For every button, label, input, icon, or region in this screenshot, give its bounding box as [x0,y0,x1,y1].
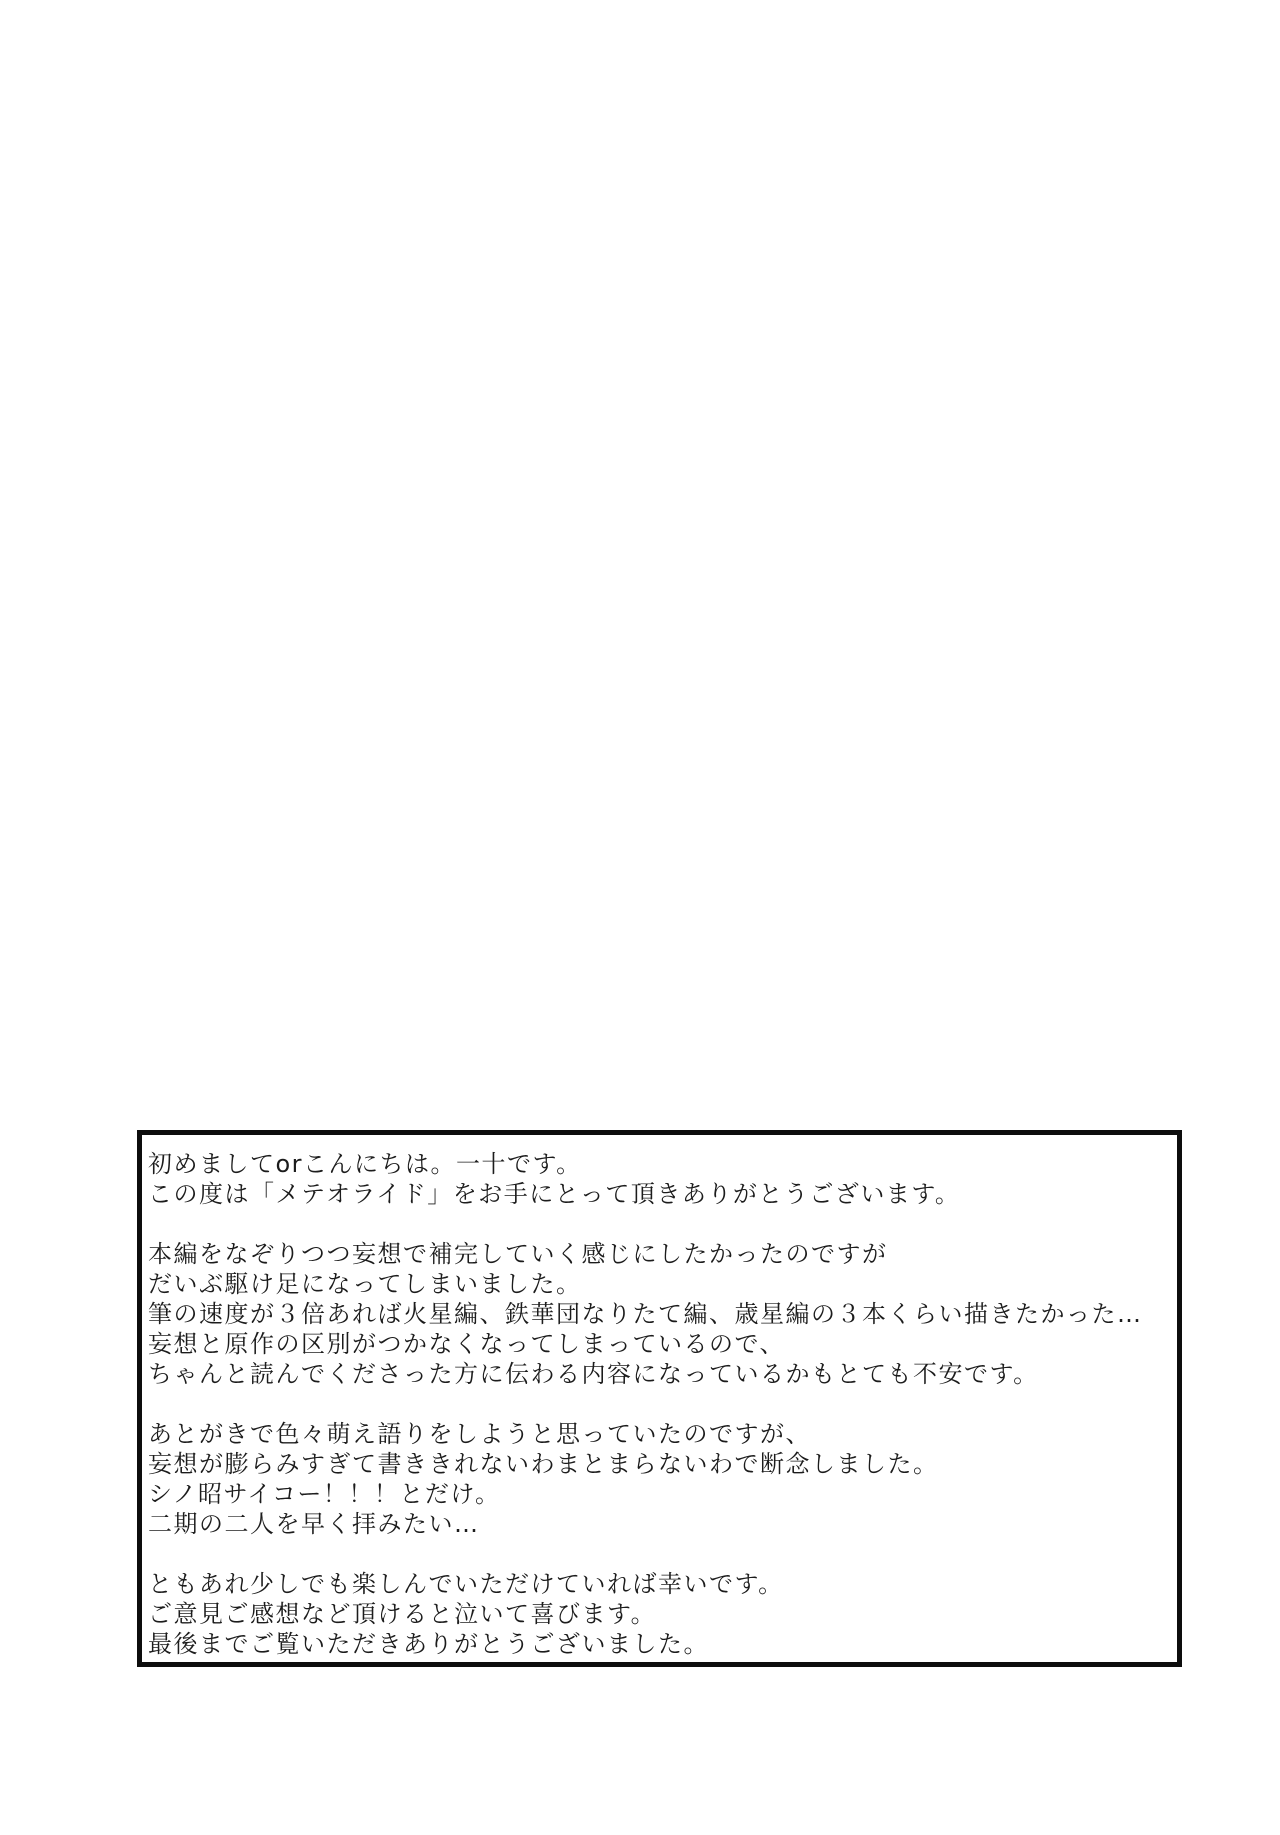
afterword-line: 本編をなぞりつつ妄想で補完していく感じにしたかったのですが [148,1240,888,1268]
afterword-blank-line [148,1539,1169,1569]
afterword-line: あとがきで色々萌え語りをしようと思っていたのですが、 [148,1420,811,1448]
afterword-line: 筆の速度が３倍あれば火星編、鉄華団なりたて編、歳星編の３本くらい描きたかった… [148,1300,1143,1328]
afterword-line: ご意見ご感想など頂けると泣いて喜びます。 [148,1600,657,1628]
afterword-line: 最後までご覧いただきありがとうございました。 [148,1630,709,1658]
afterword-line: 妄想と原作の区別がつかなくなってしまっているので、 [148,1330,786,1358]
afterword-line: 二期の二人を早く拝みたい… [148,1510,480,1538]
afterword-line: ともあれ少しでも楽しんでいただけていれば幸いです。 [148,1570,784,1598]
afterword-line: シノ昭サイコー！！！とだけ。 [148,1480,501,1508]
afterword-blank-line [148,1209,1169,1239]
afterword-blank-line [148,1389,1169,1419]
afterword-line: 妄想が膨らみすぎて書ききれないわまとまらないわで断念しました。 [148,1450,939,1478]
afterword-line: だいぶ駆け足になってしまいました。 [148,1270,582,1298]
afterword-box [137,1130,1182,1667]
afterword-lines [148,1149,1169,1659]
afterword-line: ちゃんと読んでくださった方に伝わる内容になっているかもとても不安です。 [148,1360,1039,1388]
afterword-line: この度は「メテオライド」をお手にとって頂きありがとうございます。 [148,1180,961,1208]
afterword-line: 初めましてorこんにちは。一十です。 [148,1150,582,1178]
